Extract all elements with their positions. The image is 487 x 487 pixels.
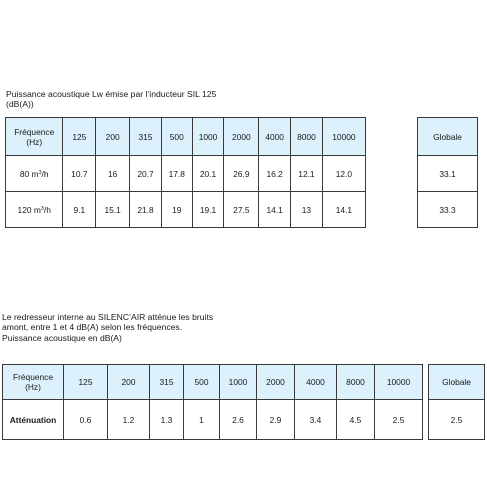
row-label-sup: 3 [40, 205, 44, 212]
frequency-cell: 200 [96, 118, 130, 156]
row-label: Atténuation [3, 400, 64, 440]
frequency-cell: 1000 [192, 118, 224, 156]
global-header: Globale [418, 118, 478, 156]
row-label-sup: 3 [38, 169, 42, 176]
value-cell: 10.7 [63, 156, 96, 192]
frequency-cell: 2000 [257, 365, 295, 400]
frequency-cell: 4000 [295, 365, 337, 400]
value-cell: 1.3 [150, 400, 184, 440]
value-cell: 19 [161, 192, 192, 228]
table-header-row [6, 118, 366, 156]
lw-table [5, 117, 366, 228]
value-cell: 16 [96, 156, 130, 192]
frequency-header: Fréquence (Hz) [3, 365, 64, 400]
frequency-cell: 315 [150, 365, 184, 400]
value-cell: 15.1 [96, 192, 130, 228]
value-cell: 2.9 [257, 400, 295, 440]
frequency-cell: 1000 [220, 365, 257, 400]
value-cell: 20.1 [192, 156, 224, 192]
value-cell: 2.6 [220, 400, 257, 440]
frequency-cell: 200 [108, 365, 150, 400]
lw-global-table [417, 117, 478, 228]
attenuation-global-table [428, 364, 485, 440]
row-label-unit: /h [41, 168, 49, 179]
value-cell: 4.5 [337, 400, 375, 440]
value-cell: 20.7 [130, 156, 162, 192]
value-cell: 0.6 [64, 400, 108, 440]
value-cell: 1.2 [108, 400, 150, 440]
frequency-cell: 4000 [259, 118, 291, 156]
table-row [6, 192, 366, 228]
value-cell: 16.2 [259, 156, 291, 192]
section1-caption: Puissance acoustique Lw émise par l’inducteur SIL 125 (dB(A)) [6, 89, 217, 110]
value-cell: 13 [291, 192, 323, 228]
table-header-row [3, 365, 423, 400]
table-row [6, 156, 366, 192]
value-cell: 21.8 [130, 192, 162, 228]
frequency-cell: 125 [64, 365, 108, 400]
global-header: Globale [429, 365, 485, 400]
value-cell: 17.8 [161, 156, 192, 192]
row-label-value: 120 m [17, 204, 41, 215]
value-cell: 14.1 [322, 192, 365, 228]
frequency-cell: 10000 [375, 365, 423, 400]
attenuation-table [2, 364, 423, 440]
row-label [6, 192, 63, 228]
value-cell: 27.5 [224, 192, 259, 228]
frequency-cell: 8000 [337, 365, 375, 400]
value-cell: 12.0 [322, 156, 365, 192]
global-value: 33.1 [418, 156, 478, 192]
value-cell: 9.1 [63, 192, 96, 228]
frequency-cell: 500 [161, 118, 192, 156]
frequency-cell: 125 [63, 118, 96, 156]
frequency-cell: 8000 [291, 118, 323, 156]
frequency-header: Fréquence (Hz) [6, 118, 63, 156]
global-value: 33.3 [418, 192, 478, 228]
value-cell: 2.5 [375, 400, 423, 440]
table-row [3, 400, 423, 440]
value-cell: 1 [184, 400, 220, 440]
section2-caption: Le redresseur interne au SILENC’AIR atténue les bruits amont, entre 1 et 4 dB(A) selon les fréquences. Puissance acoustique en dB(A) [2, 312, 214, 343]
value-cell: 3.4 [295, 400, 337, 440]
value-cell: 12.1 [291, 156, 323, 192]
value-cell: 26.9 [224, 156, 259, 192]
frequency-cell: 315 [130, 118, 162, 156]
value-cell: 19.1 [192, 192, 224, 228]
row-label [6, 156, 63, 192]
frequency-cell: 2000 [224, 118, 259, 156]
value-cell: 14.1 [259, 192, 291, 228]
frequency-cell: 10000 [322, 118, 365, 156]
frequency-cell: 500 [184, 365, 220, 400]
global-value: 2.5 [429, 400, 485, 440]
row-label-value: 80 m [19, 168, 39, 179]
row-label-unit: /h [43, 204, 51, 215]
